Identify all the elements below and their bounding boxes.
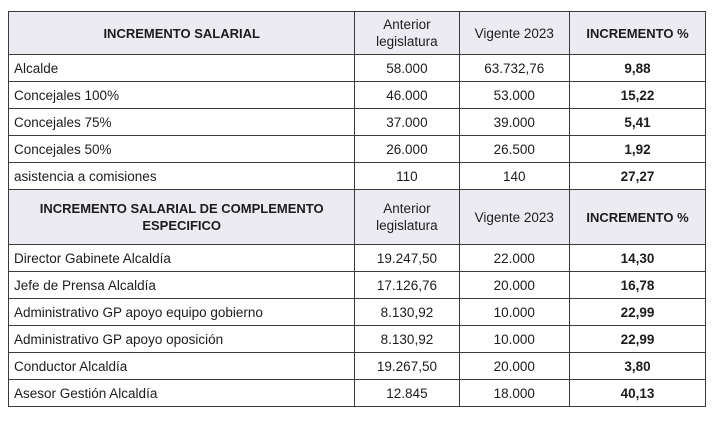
column-header-previous: Anterior legislatura xyxy=(355,190,459,245)
section-title: INCREMENTO SALARIAL DE COMPLEMENTO ESPECIFICO xyxy=(9,190,355,245)
previous-value: 19.267,50 xyxy=(355,353,459,380)
previous-value: 26.000 xyxy=(355,136,459,163)
increase-value: 3,80 xyxy=(570,353,706,380)
current-value: 26.500 xyxy=(459,136,570,163)
column-header-current: Vigente 2023 xyxy=(459,190,570,245)
previous-value: 58.000 xyxy=(355,55,459,82)
increase-value: 15,22 xyxy=(570,82,706,109)
row-label: asistencia a comisiones xyxy=(9,163,355,190)
previous-value: 17.126,76 xyxy=(355,272,459,299)
row-label: Administrativo GP apoyo oposición xyxy=(9,326,355,353)
table-row xyxy=(9,380,706,407)
previous-value: 110 xyxy=(355,163,459,190)
row-label: Concejales 75% xyxy=(9,109,355,136)
row-label: Asesor Gestión Alcaldía xyxy=(9,380,355,407)
current-value: 39.000 xyxy=(459,109,570,136)
current-value: 10.000 xyxy=(459,299,570,326)
increase-value: 22,99 xyxy=(570,326,706,353)
row-label: Administrativo GP apoyo equipo gobierno xyxy=(9,299,355,326)
increase-value: 1,92 xyxy=(570,136,706,163)
increase-value: 14,30 xyxy=(570,245,706,272)
table-row xyxy=(9,272,706,299)
increase-value: 5,41 xyxy=(570,109,706,136)
row-label: Concejales 50% xyxy=(9,136,355,163)
table-row xyxy=(9,299,706,326)
table-row xyxy=(9,136,706,163)
previous-value: 37.000 xyxy=(355,109,459,136)
current-value: 53.000 xyxy=(459,82,570,109)
increase-value: 16,78 xyxy=(570,272,706,299)
increase-value: 9,88 xyxy=(570,55,706,82)
previous-value: 19.247,50 xyxy=(355,245,459,272)
section-header-salary xyxy=(9,12,706,55)
current-value: 18.000 xyxy=(459,380,570,407)
current-value: 20.000 xyxy=(459,272,570,299)
table-row xyxy=(9,109,706,136)
previous-value: 46.000 xyxy=(355,82,459,109)
table-row xyxy=(9,55,706,82)
current-value: 20.000 xyxy=(459,353,570,380)
section-title: INCREMENTO SALARIAL xyxy=(9,12,355,55)
row-label: Concejales 100% xyxy=(9,82,355,109)
table-row xyxy=(9,245,706,272)
increase-value: 40,13 xyxy=(570,380,706,407)
row-label: Conductor Alcaldía xyxy=(9,353,355,380)
previous-value: 8.130,92 xyxy=(355,326,459,353)
previous-value: 8.130,92 xyxy=(355,299,459,326)
column-header-previous: Anterior legislatura xyxy=(355,12,459,55)
current-value: 63.732,76 xyxy=(459,55,570,82)
row-label: Jefe de Prensa Alcaldía xyxy=(9,272,355,299)
current-value: 10.000 xyxy=(459,326,570,353)
increase-value: 22,99 xyxy=(570,299,706,326)
row-label: Alcalde xyxy=(9,55,355,82)
current-value: 140 xyxy=(459,163,570,190)
previous-value: 12.845 xyxy=(355,380,459,407)
column-header-current: Vigente 2023 xyxy=(459,12,570,55)
row-label: Director Gabinete Alcaldía xyxy=(9,245,355,272)
salary-increase-table xyxy=(8,11,706,407)
section-header-specific-complement xyxy=(9,190,706,245)
current-value: 22.000 xyxy=(459,245,570,272)
increase-value: 27,27 xyxy=(570,163,706,190)
table-row xyxy=(9,82,706,109)
column-header-increase: INCREMENTO % xyxy=(570,190,706,245)
table-row xyxy=(9,353,706,380)
table-row xyxy=(9,163,706,190)
column-header-increase: INCREMENTO % xyxy=(570,12,706,55)
table-row xyxy=(9,326,706,353)
